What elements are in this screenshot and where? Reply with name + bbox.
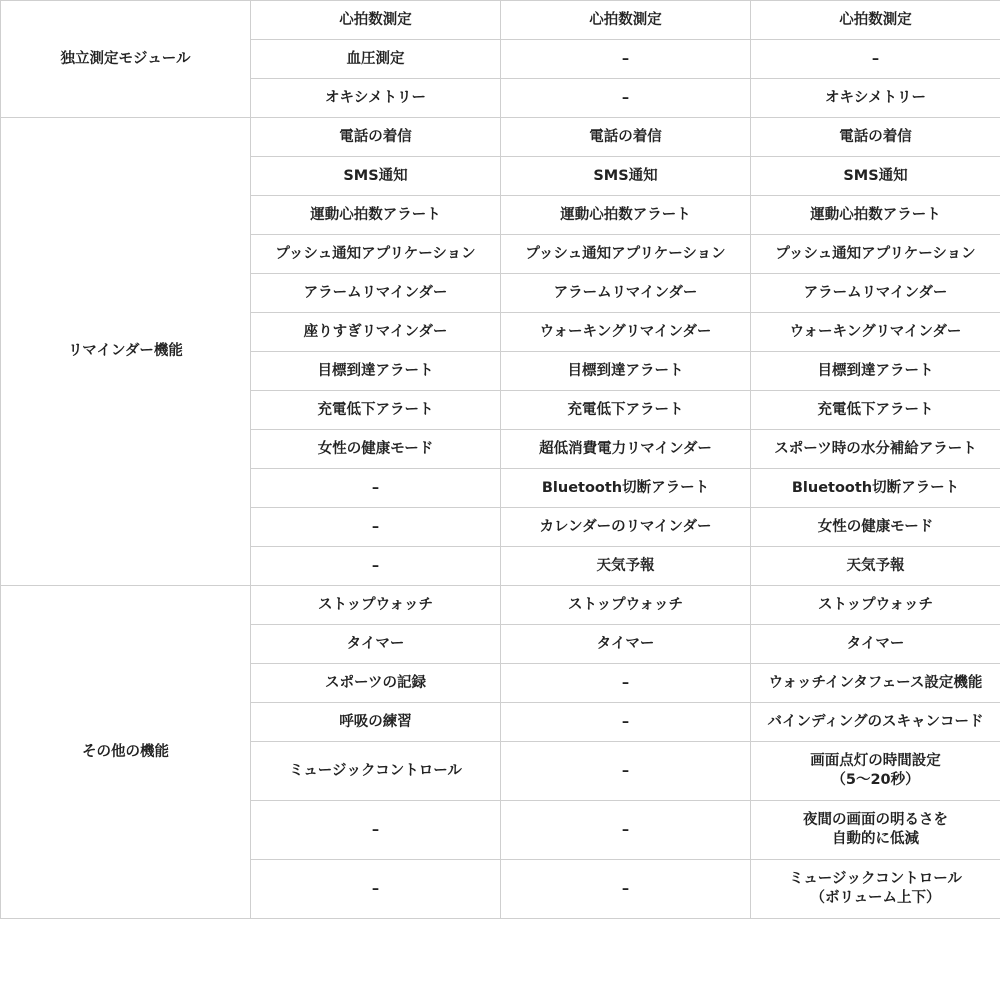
table-cell: SMS通知 (751, 157, 1000, 196)
table-cell: 座りすぎリマインダー (251, 313, 501, 352)
table-cell: アラームリマインダー (251, 274, 501, 313)
table-cell: プッシュ通知アプリケーション (501, 235, 751, 274)
table-cell: – (501, 40, 751, 79)
table-cell: – (501, 79, 751, 118)
cell-line: ミュージックコントロール (789, 871, 962, 887)
table-cell: 目標到達アラート (501, 352, 751, 391)
table-cell: – (251, 801, 501, 860)
table-cell: 目標到達アラート (251, 352, 501, 391)
section-label: その他の機能 (1, 586, 251, 919)
table-cell: オキシメトリー (751, 79, 1000, 118)
table-row (1, 118, 1000, 157)
table-cell: – (501, 703, 751, 742)
table-cell (751, 801, 1000, 860)
table-cell: ストップウォッチ (501, 586, 751, 625)
table-cell: 電話の着信 (251, 118, 501, 157)
table-cell: タイマー (251, 625, 501, 664)
table-cell: 女性の健康モード (751, 508, 1000, 547)
table-cell: SMS通知 (251, 157, 501, 196)
table-cell: 充電低下アラート (501, 391, 751, 430)
table-cell: 運動心拍数アラート (251, 196, 501, 235)
section-label: 独立測定モジュール (1, 1, 251, 118)
cell-line: 自動的に低減 (832, 831, 919, 847)
table-cell: 女性の健康モード (251, 430, 501, 469)
table-cell: – (251, 547, 501, 586)
table-cell: タイマー (501, 625, 751, 664)
table-cell: 心拍数測定 (751, 1, 1000, 40)
table-cell (751, 860, 1000, 919)
table-cell: スポーツの記録 (251, 664, 501, 703)
table-cell: 電話の着信 (751, 118, 1000, 157)
section-label: リマインダー機能 (1, 118, 251, 586)
table-cell: 充電低下アラート (251, 391, 501, 430)
cell-line: 夜間の画面の明るさを (803, 812, 948, 828)
table-cell: ウォッチインタフェース設定機能 (751, 664, 1000, 703)
table-cell: 目標到達アラート (751, 352, 1000, 391)
table-cell: – (251, 508, 501, 547)
cell-line: （5〜20秒） (831, 772, 920, 788)
table-cell: – (251, 860, 501, 919)
table-cell: ウォーキングリマインダー (751, 313, 1000, 352)
table-cell: アラームリマインダー (751, 274, 1000, 313)
table-cell: – (501, 742, 751, 801)
table-cell: ストップウォッチ (751, 586, 1000, 625)
table-cell: 天気予報 (751, 547, 1000, 586)
table-cell: – (251, 469, 501, 508)
cell-line: 画面点灯の時間設定 (810, 753, 941, 769)
table-cell: Bluetooth切断アラート (751, 469, 1000, 508)
table-cell: 運動心拍数アラート (501, 196, 751, 235)
cell-line: （ボリューム上下） (810, 890, 941, 906)
table-cell: スポーツ時の水分補給アラート (751, 430, 1000, 469)
table-cell: 心拍数測定 (501, 1, 751, 40)
table-cell: – (501, 801, 751, 860)
table-cell: – (501, 860, 751, 919)
table-cell: Bluetooth切断アラート (501, 469, 751, 508)
table-cell: 運動心拍数アラート (751, 196, 1000, 235)
table-cell: 心拍数測定 (251, 1, 501, 40)
table-cell: カレンダーのリマインダー (501, 508, 751, 547)
table-cell: ウォーキングリマインダー (501, 313, 751, 352)
table-cell: – (501, 664, 751, 703)
table-cell: 呼吸の練習 (251, 703, 501, 742)
table-cell: SMS通知 (501, 157, 751, 196)
table-body (1, 1, 1000, 919)
table-cell: ミュージックコントロール (251, 742, 501, 801)
table-cell: 天気予報 (501, 547, 751, 586)
table-cell: 電話の着信 (501, 118, 751, 157)
table-cell: オキシメトリー (251, 79, 501, 118)
table-row (1, 1, 1000, 40)
table-cell (751, 742, 1000, 801)
table-cell: 充電低下アラート (751, 391, 1000, 430)
table-cell: アラームリマインダー (501, 274, 751, 313)
table-cell: – (751, 40, 1000, 79)
table-cell: プッシュ通知アプリケーション (251, 235, 501, 274)
table-cell: ストップウォッチ (251, 586, 501, 625)
table-cell: 血圧測定 (251, 40, 501, 79)
table-row (1, 586, 1000, 625)
table-cell: バインディングのスキャンコード (751, 703, 1000, 742)
table-cell: プッシュ通知アプリケーション (751, 235, 1000, 274)
table-cell: タイマー (751, 625, 1000, 664)
table-cell: 超低消費電力リマインダー (501, 430, 751, 469)
